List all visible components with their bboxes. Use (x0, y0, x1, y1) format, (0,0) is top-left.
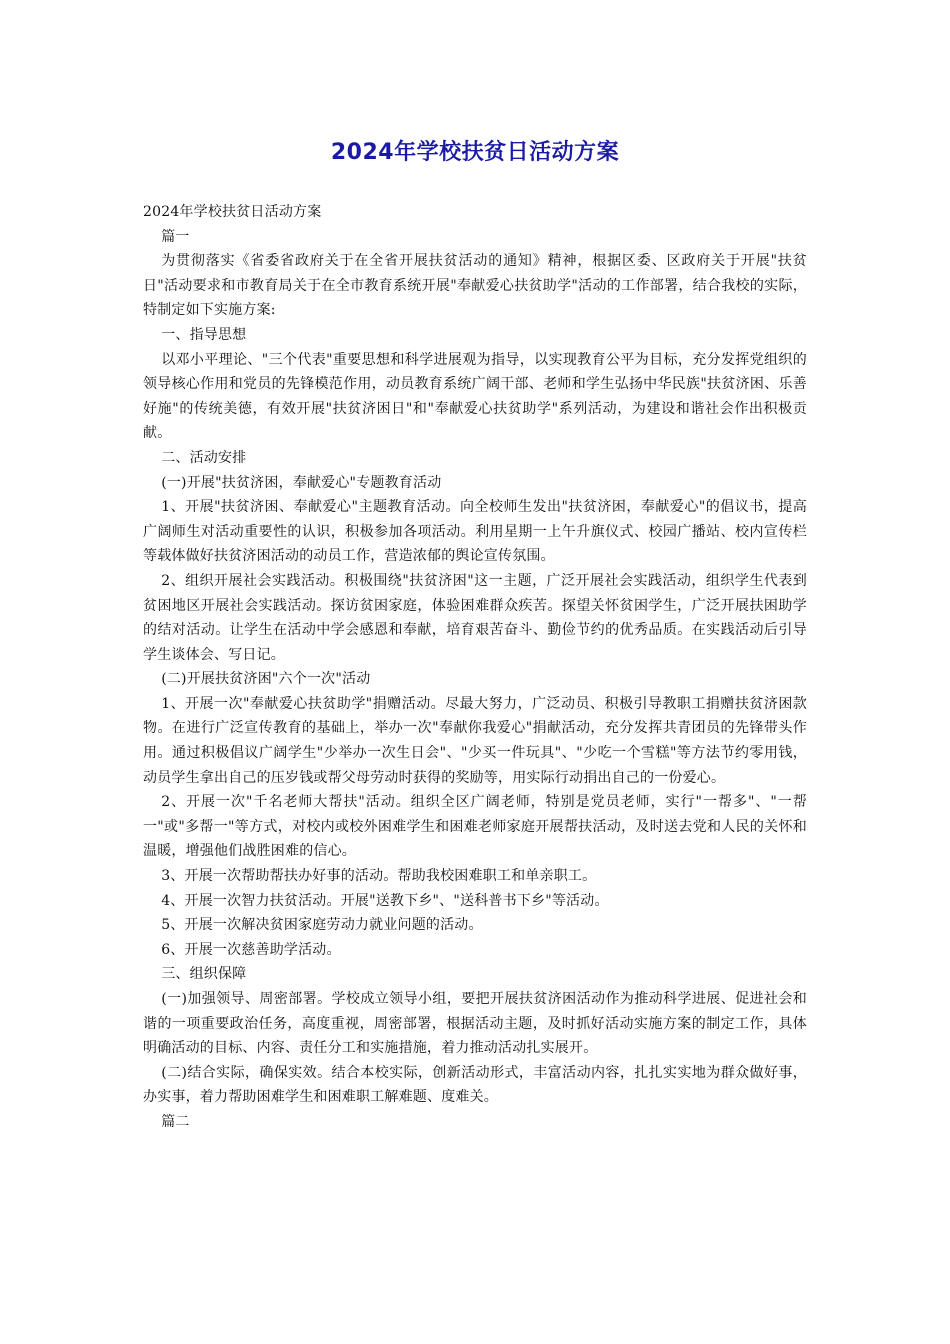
paragraph: 6、开展一次慈善助学活动。 (161, 941, 341, 958)
paragraph: 一、指导思想 (161, 326, 247, 343)
paragraph: 三、组织保障 (161, 966, 247, 983)
paragraph: 篇二 (161, 1113, 190, 1130)
paragraph: 2、开展一次"千名老师大帮扶"活动。组织全区广阔老师，特别是党员老师，实行"一帮多"、"一帮一"或"多帮一"等方式，对校内或校外困难学生和困难老师家庭开展帮扶活动，及时送去党和人民的关怀和温暖，增强他们战胜困难的信心。 (143, 794, 807, 860)
paragraph: 为贯彻落实《省委省政府关于在全省开展扶贫活动的通知》精神，根据区委、区政府关于开展"扶贫日"活动要求和市教育局关于在全市教育系统开展"奉献爱心扶贫助学"活动的工作部署，结合我校的实际，特制定如下实施方案: (143, 253, 807, 319)
paragraph: 1、开展一次"奉献爱心扶贫助学"捐赠活动。尽最大努力，广泛动员、积极引导教职工捐赠扶贫济困款物。在进行广泛宣传教育的基础上，举办一次"奉献你我爱心"捐献活动，充分发挥共青团员的先锋带头作用。通过积极倡议广阔学生"少举办一次生日会"、"少买一件玩具"、"少吃一个雪糕"等方法节约零用钱，动员学生拿出自己的压岁钱或帮父母劳动时获得的奖励等，用实际行动捐出自己的一份爱心。 (143, 695, 807, 786)
paragraph: (一)加强领导、周密部署。学校成立领导小组，要把开展扶贫济困活动作为推动科学进展、促进社会和谐的一项重要政治任务，高度重视，周密部署，根据活动主题，及时抓好活动实施方案的制定工作，具体明确活动的目标、内容、责任分工和实施措施，着力推动活动扎实展开。 (143, 991, 807, 1057)
paragraph: 4、开展一次智力扶贫活动。开展"送教下乡"、"送科普书下乡"等活动。 (161, 892, 609, 909)
paragraph: 篇一 (161, 228, 190, 245)
paragraph: 3、开展一次帮助帮扶办好事的活动。帮助我校困难职工和单亲职工。 (161, 868, 597, 885)
paragraph: 二、活动安排 (161, 449, 247, 466)
document-title: 2024年学校扶贫日活动方案 (330, 140, 620, 165)
paragraph: 2、组织开展社会实践活动。积极围绕"扶贫济困"这一主题，广泛开展社会实践活动，组织学生代表到贫困地区开展社会实践活动。探访贫困家庭，体验困难群众疾苦。探望关怀贫困学生，广泛开展扶困助学的结对活动。让学生在活动中学会感恩和奉献，培育艰苦奋斗、勤俭节约的优秀品质。在实践活动后引导学生谈体会、写日记。 (143, 572, 807, 663)
paragraph: 以邓小平理论、"三个代表"重要思想和科学进展观为指导，以实现教育公平为目标，充分发挥党组织的领导核心作用和党员的先锋模范作用，动员教育系统广阔干部、老师和学生弘扬中华民族"扶贫济困、乐善好施"的传统美德，有效开展"扶贫济困日"和"奉献爱心扶贫助学"系列活动，为建设和谐社会作出积极贡献。 (143, 351, 807, 442)
paragraph: 5、开展一次解决贫困家庭劳动力就业问题的活动。 (161, 917, 483, 934)
paragraph: 2024年学校扶贫日活动方案 (143, 204, 322, 220)
paragraph: 1、开展"扶贫济困、奉献爱心"主题教育活动。向全校师生发出"扶贫济困，奉献爱心"的倡议书，提高广阔师生对活动重要性的认识，积极参加各项活动。利用星期一上午升旗仪式、校园广播站、校内宣传栏等载体做好扶贫济困活动的动员工作，营造浓郁的舆论宣传氛围。 (143, 499, 807, 565)
paragraph: (一)开展"扶贫济困，奉献爱心"专题教育活动 (161, 474, 442, 491)
paragraph: (二)开展扶贫济困"六个一次"活动 (161, 671, 371, 688)
paragraph: (二)结合实际，确保实效。结合本校实际，创新活动形式，丰富活动内容，扎扎实实地为群众做好事，办实事，着力帮助困难学生和困难职工解难题、度难关。 (143, 1064, 807, 1106)
document-body (143, 200, 807, 1135)
